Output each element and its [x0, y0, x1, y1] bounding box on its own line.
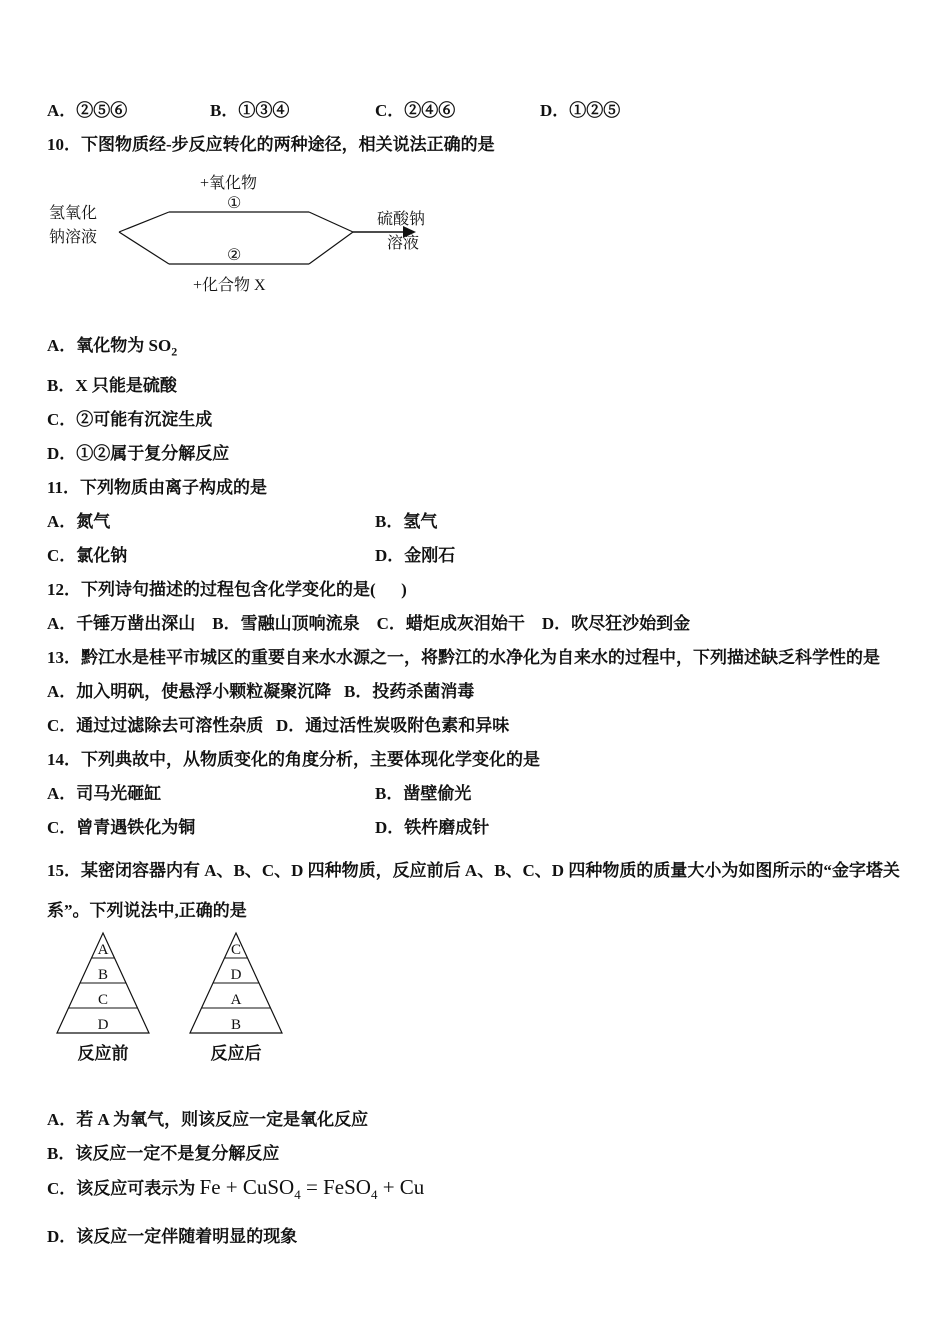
- question9-option-a: A．②⑤⑥: [47, 101, 128, 120]
- question14-options-row2: [47, 817, 903, 838]
- pyramid-after-band2: D: [230, 967, 242, 984]
- question15-options: [47, 1109, 903, 1246]
- reaction-pathway-diagram: [47, 168, 477, 308]
- diagram-path1-circle: ①: [227, 195, 242, 212]
- question13-options-line1: A．加入明矾，使悬浮小颗粒凝聚沉降 B．投药杀菌消毒: [47, 682, 475, 702]
- question11-option-a: A．氮气: [47, 512, 111, 532]
- pyramid-after: [188, 931, 284, 1064]
- diagram-plus-compound-label: +化合物 X: [193, 277, 266, 294]
- question9-option-c: C．②④⑥: [375, 101, 456, 120]
- equation-part1: Fe + CuSO: [199, 1175, 295, 1200]
- question15-option-d: D．该反应一定伴随着明显的现象: [47, 1226, 298, 1246]
- question11-stem: 11．下列物质由离子构成的是: [47, 478, 268, 498]
- equation-part3: + Cu: [377, 1175, 425, 1200]
- chemical-equation: [199, 1175, 425, 1203]
- pyramid-before-caption: 反应前: [77, 1044, 129, 1064]
- question11-option-b: B．氢气: [375, 512, 438, 532]
- diagram-path2-circle: ②: [227, 247, 242, 264]
- equation-part2: = FeSO: [300, 1175, 371, 1200]
- equation-subscript1: 4: [294, 1187, 301, 1203]
- diagram-left-label-line1: 氢氧化: [49, 205, 98, 222]
- pyramid-before-band4: D: [97, 1017, 109, 1034]
- question14-option-c: C．曾青遇铁化为铜: [47, 818, 196, 838]
- question10-option-d: D．①②属于复分解反应: [47, 444, 230, 464]
- pyramid-after-band3: A: [230, 992, 242, 1009]
- question15-option-b: B．该反应一定不是复分解反应: [47, 1144, 280, 1164]
- question14-option-a: A．司马光砸缸: [47, 784, 162, 804]
- question14-option-d: D．铁杵磨成针: [375, 818, 490, 838]
- question12-stem: 12．下列诗句描述的过程包含化学变化的是( ): [47, 580, 407, 600]
- question15-option-c: [47, 1177, 903, 1205]
- diagram-plus-oxide-label: +氧化物: [200, 175, 258, 192]
- question11-options-row2: [47, 545, 903, 566]
- question10-option-c: C．②可能有沉淀生成: [47, 410, 213, 430]
- question15-pyramid-figure: [55, 931, 903, 1064]
- question10-stem: 10．下图物质经-步反应转化的两种途径，相关说法正确的是: [47, 135, 495, 154]
- question9-option-b: B．①③④: [210, 101, 290, 120]
- pyramid-after-band4: B: [230, 1017, 242, 1034]
- question15-option-a: A．若 A 为氧气，则该反应一定是氧化反应: [47, 1110, 369, 1130]
- option-c-prefix: C．该反应可表示为: [47, 1179, 200, 1199]
- question9-options-row: [47, 100, 903, 121]
- question11-option-c: C．氯化钠: [47, 546, 128, 566]
- question10-reaction-diagram: [47, 168, 903, 313]
- pyramid-before: [55, 931, 151, 1064]
- question13-stem: 13．黔江水是桂平市城区的重要自来水水源之一，将黔江的水净化为自来水的过程中，下列描述缺乏科学性的是: [47, 648, 880, 668]
- pyramid-after-svg: [188, 931, 284, 1037]
- option-a-text: A．氧化物为 SO: [47, 336, 172, 355]
- question14-option-b: B．凿壁偷光: [375, 784, 472, 804]
- pyramid-after-caption: 反应后: [210, 1044, 262, 1064]
- diagram-left-label-line2: 钠溶液: [49, 229, 98, 246]
- equation-subscript2: 4: [370, 1187, 378, 1203]
- question10-option-b: B．X 只能是硫酸: [47, 376, 177, 396]
- question9-option-d: D．①②⑤: [540, 101, 621, 120]
- question13-options-line2: C．通过过滤除去可溶性杂质 D．通过活性炭吸附色素和异味: [47, 716, 510, 736]
- question12-options-line: A．千锤万凿出深山 B．雪融山顶响流泉 C．蜡炬成灰泪始干 D．吹尽狂沙始到金: [47, 614, 691, 634]
- pyramid-before-band1: A: [97, 942, 109, 959]
- question14-options-row1: [47, 783, 903, 804]
- pyramid-before-band2: B: [97, 967, 109, 984]
- pyramid-before-svg: [55, 931, 151, 1037]
- question15-stem: 15．某密闭容器内有 A、B、C、D 四种物质，反应前后 A、B、C、D 四种物质的质量大小为如图所示的“金字塔关系”。下列说法中,正确的是: [47, 861, 900, 921]
- pyramid-before-band3: C: [97, 992, 109, 1009]
- question10-option-a: [47, 335, 903, 362]
- diagram-right-label-line1: 硫酸钠: [377, 211, 426, 228]
- so2-subscript: 2: [171, 344, 178, 359]
- diagram-right-label-line2: 溶液: [387, 235, 420, 252]
- question11-options-row1: [47, 511, 903, 532]
- question14-stem: 14．下列典故中，从物质变化的角度分析，主要体现化学变化的是: [47, 750, 540, 770]
- pyramid-after-band1: C: [230, 942, 242, 959]
- question11-option-d: D．金刚石: [375, 546, 456, 566]
